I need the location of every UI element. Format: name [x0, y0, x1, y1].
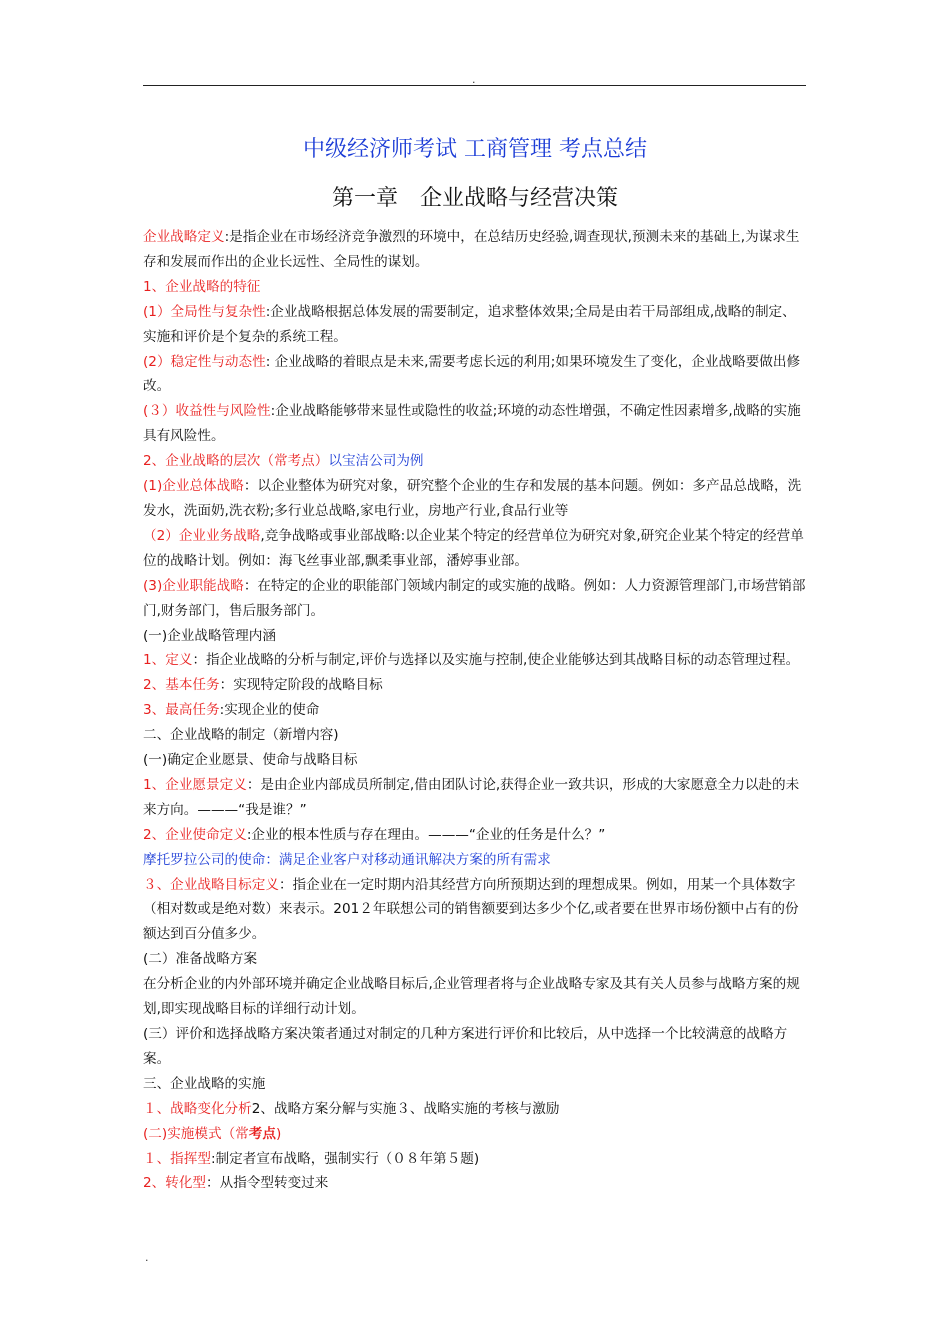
paragraph: [143, 1097, 809, 1122]
text-segment: (二)实施模式（常: [143, 1125, 249, 1142]
chapter-heading: 第一章 企业战略与经营决策: [331, 186, 618, 211]
document-title: 中级经济师考试 工商管理 考点总结: [303, 137, 647, 162]
paragraph: [143, 1122, 809, 1147]
text-segment: :企业战略能够带来显性或隐性的收益;环境的动态性增强，不确定性因素增多,战略的实施具有风险性。: [143, 403, 801, 445]
paragraph: [143, 1022, 809, 1072]
paragraph: [143, 225, 809, 275]
text-segment: 2、企业战略的层次（常考点）: [143, 453, 329, 470]
text-segment: (３）收益性与风险性: [143, 403, 271, 420]
text-segment: ３、企业战略目标定义: [143, 876, 279, 893]
paragraph: [143, 1171, 809, 1196]
text-segment: 二、企业战略的制定（新增内容): [143, 727, 339, 744]
text-segment: : 企业战略的着眼点是未来,需要考虑长远的利用;如果环境发生了变化，企业战略要做出修改。: [143, 353, 801, 395]
paragraph: [143, 574, 809, 624]
footer-dot: .: [145, 1251, 149, 1264]
text-segment: 2、战略方案分解与实施３、战略实施的考核与激励: [251, 1100, 560, 1117]
paragraph: [143, 350, 809, 400]
text-segment: :制定者宣布战略，强制实行（０８年第５题): [210, 1150, 480, 1167]
text-segment: 2、企业使命定义: [143, 826, 247, 843]
text-segment: １、战略变化分析: [143, 1100, 252, 1117]
paragraph: [143, 873, 809, 948]
text-segment: (2）稳定性与动态性: [143, 353, 266, 370]
text-segment: ：指企业战略的分析与制定,评价与选择以及实施与控制,使企业能够达到其战略目标的动态管理过程。: [192, 652, 800, 669]
text-segment: 考点: [248, 1125, 276, 1142]
text-segment: (1）全局性与复杂性: [143, 303, 266, 320]
paragraph: [143, 524, 809, 574]
text-segment: :实现企业的使命: [219, 702, 320, 719]
paragraph: [143, 972, 809, 1022]
text-segment: ：是由企业内部成员所制定,借由团队讨论,获得企业一致共识，形成的大家愿意全力以赴的未来方向。———“我是谁？”: [143, 776, 800, 818]
text-segment: (三）评价和选择战略方案决策者通过对制定的几种方案进行评价和比较后，从中选择一个比较满意的战略方案。: [143, 1026, 788, 1067]
paragraph: [143, 1147, 809, 1172]
text-segment: ): [275, 1125, 282, 1142]
text-segment: 企业战略定义: [143, 229, 225, 245]
text-segment: ：指企业在一定时期内沿其经营方向所预期达到的理想成果。例如，用某一个具体数字（相对数或是绝对数）来表示。201２年联想公司的销售额要到达多少个亿,或者要在世界市场份额中占有的份额达到百分值多少。: [143, 876, 799, 943]
text-segment: :企业的根本性质与存在理由。———“企业的任务是什么？”: [246, 826, 606, 843]
text-segment: (一)确定企业愿景、使命与战略目标: [143, 752, 358, 769]
text-segment: ：以企业整体为研究对象，研究整个企业的生存和发展的基本问题。例如：多产品总战略，洗发水，洗面奶,洗衣粉;多行业总战略,家电行业，房地产行业,食品行业等: [143, 478, 802, 519]
text-segment: 2、转化型: [143, 1175, 207, 1192]
text-segment: :是指企业在市场经济竞争激烈的环境中，在总结历史经验,调查现状,预测未来的基础上,为谋求生存和发展而作出的企业长远性、全局性的谋划。: [143, 229, 800, 270]
paragraph: [143, 275, 809, 300]
document-body: [143, 225, 809, 1196]
text-segment: 1、定义: [143, 652, 193, 669]
text-segment: (3)企业职能战略: [143, 577, 244, 594]
text-segment: 3、最高任务: [143, 702, 220, 719]
paragraph: [143, 723, 809, 748]
text-segment: 三、企业战略的实施: [143, 1075, 266, 1092]
header-dot: .: [472, 73, 476, 86]
text-segment: （2）企业业务战略: [143, 527, 261, 544]
text-segment: 在分析企业的内外部环境并确定企业战略目标后,企业管理者将与企业战略专家及其有关人员参与战略方案的规划,即实现战略目标的详细行动计划。: [143, 976, 800, 1018]
paragraph: [143, 947, 809, 972]
text-segment: ,竞争战略或事业部战略:以企业某个特定的经营单位为研究对象,研究企业某个特定的经营单位的战略计划。例如：海飞丝事业部,飘柔事业部，潘婷事业部。: [143, 527, 804, 569]
text-segment: ：在特定的企业的职能部门领域内制定的或实施的战略。例如：人力资源管理部门,市场营销部门,财务部门，售后服务部门。: [143, 577, 806, 619]
paragraph: [143, 773, 809, 823]
header-rule: [143, 85, 806, 86]
text-segment: ：从指令型转变过来: [206, 1175, 329, 1192]
text-segment: 2、基本任务: [143, 677, 220, 694]
text-segment: ：实现特定阶段的战略目标: [219, 677, 383, 694]
paragraph: [143, 1072, 809, 1097]
paragraph: [143, 300, 809, 350]
text-segment: :企业战略根据总体发展的需要制定，追求整体效果;全局是由若干局部组成,战略的制定、实施和评价是个复杂的系统工程。: [143, 303, 796, 345]
paragraph: [143, 698, 809, 723]
paragraph: [143, 624, 809, 649]
text-segment: 摩托罗拉公司的使命：满足企业客户对移动通讯解决方案的所有需求: [143, 851, 551, 868]
text-segment: (1)企业总体战略: [143, 478, 244, 495]
paragraph: [143, 823, 809, 848]
text-segment: 1、企业愿景定义: [143, 776, 247, 793]
paragraph: [143, 673, 809, 698]
text-segment: 1、企业战略的特征: [143, 278, 261, 295]
text-segment: (一)企业战略管理内涵: [143, 627, 276, 644]
paragraph: [143, 648, 809, 673]
text-segment: 以宝洁公司为例: [328, 453, 424, 470]
text-segment: (二）准备战略方案: [143, 951, 258, 968]
paragraph: [143, 474, 809, 524]
text-segment: １、指挥型: [143, 1150, 211, 1167]
paragraph: [143, 449, 809, 474]
paragraph: [143, 748, 809, 773]
paragraph: [143, 848, 809, 873]
paragraph: [143, 399, 809, 449]
